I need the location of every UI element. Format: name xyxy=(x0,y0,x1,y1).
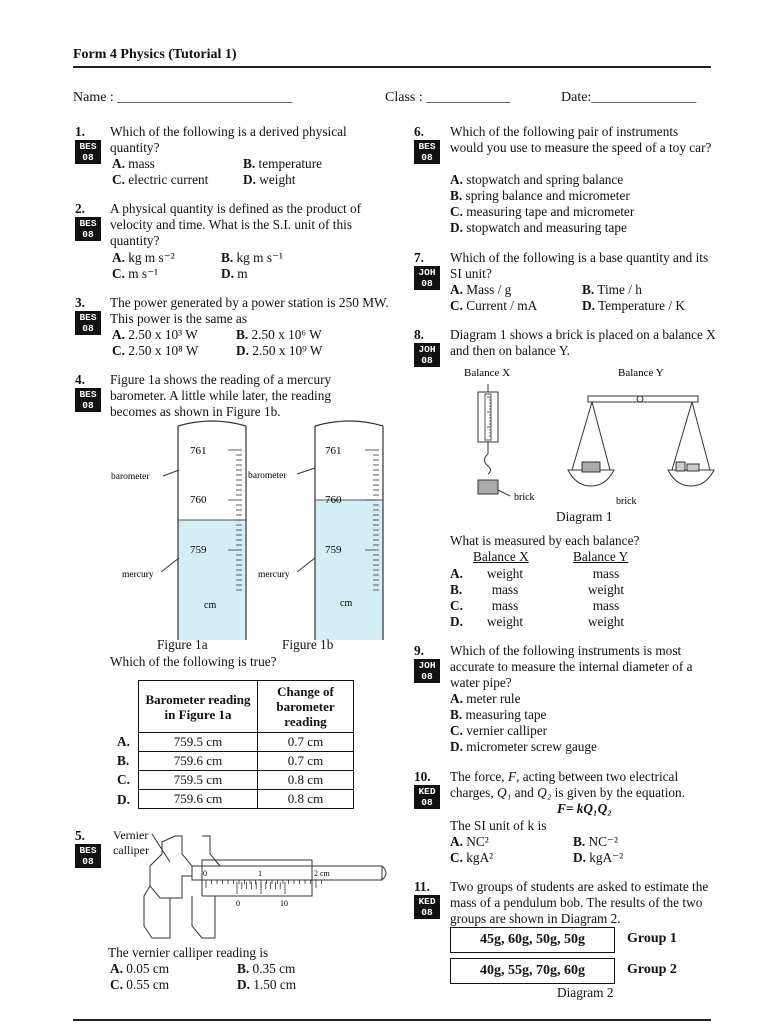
unit-question: The SI unit of k is xyxy=(450,818,547,833)
option-b[interactable]: B. temperature xyxy=(243,156,323,171)
vernier-label-0: 0 xyxy=(236,899,240,908)
table-question: What is measured by each balance? xyxy=(450,533,640,548)
tick-label-759: 759 xyxy=(190,544,207,556)
source-tag: JOH 08 xyxy=(414,343,440,367)
option-c[interactable]: C. vernier calliper xyxy=(450,723,548,738)
header-reading: Barometer reading in Figure 1a xyxy=(139,681,258,733)
question-number: 2. xyxy=(75,201,85,216)
question-number: 9. xyxy=(414,643,424,658)
option-d[interactable]: D. 1.50 cm xyxy=(237,977,297,992)
option-b[interactable]: B. 0.35 cm xyxy=(237,961,296,976)
question-stem: Which of the following pair of instruments would you use to measure the speed of a toy car? xyxy=(450,124,712,155)
question-stem: The force, F, acting between two electrical charges, Q₁ and Q₂ is given by the equation. xyxy=(450,769,686,800)
vernier-label: Vernier calliper xyxy=(113,828,149,857)
source-tag: JOH 08 xyxy=(414,659,440,683)
main-scale-label-2: 2 cm xyxy=(314,869,330,878)
question-number: 5. xyxy=(75,828,85,843)
spring-balance xyxy=(478,384,498,494)
question-stem: The power generated by a power station is 250 MW. This power is the same as xyxy=(110,295,389,326)
option-a[interactable]: A. meter rule xyxy=(450,691,521,706)
weight xyxy=(676,462,685,471)
group-2-values: 40g, 55g, 70g, 60g xyxy=(450,958,615,984)
diagram-caption: Diagram 1 xyxy=(556,509,613,524)
barometer-tube-1a xyxy=(111,421,246,640)
force-equation: F= kQ₁Q₂ xyxy=(557,801,612,816)
option-a[interactable]: A. 0.05 cm xyxy=(110,961,170,976)
option-c[interactable]: C. electric current xyxy=(112,172,209,187)
question-stem: Figure 1a shows the reading of a mercury barometer. A little while later, the reading becomes as shown in Figure 1b. xyxy=(110,372,332,419)
option-b[interactable]: B. kg m s⁻¹ xyxy=(221,250,283,265)
brick-label: brick xyxy=(514,492,535,503)
option-c[interactable]: C. 0.55 cm xyxy=(110,977,170,992)
question-stem: A physical quantity is defined as the product of velocity and time. What is the S.I. unit of this quantity? xyxy=(110,201,362,248)
table-row[interactable]: 759.6 cm 0.7 cm xyxy=(139,752,354,771)
question-stem: Diagram 1 shows a brick is placed on a balance X and then on balance Y. xyxy=(450,327,716,358)
group-1-label: Group 1 xyxy=(627,931,677,946)
option-b[interactable]: B. 2.50 x 10⁶ W xyxy=(236,327,322,342)
brick-label: brick xyxy=(616,496,637,507)
option-b[interactable]: B. spring balance and micrometer xyxy=(450,188,630,203)
option-d[interactable]: D. kgA⁻² xyxy=(573,850,624,865)
group-1-values: 45g, 60g, 50g, 50g xyxy=(450,927,615,953)
name-field[interactable]: Name : _________________________ xyxy=(73,90,293,105)
question-stem: Which of the following is a derived physical quantity? xyxy=(110,124,347,155)
worksheet-title: Form 4 Physics (Tutorial 1) xyxy=(73,47,237,62)
question-stem: Two groups of students are asked to estimate the mass of a pendulum bob. The results of the two groups are shown in Diagram 2. xyxy=(450,879,709,926)
option-c[interactable]: C. kgA² xyxy=(450,850,494,865)
barometer-tube-1b xyxy=(248,421,383,640)
option-d[interactable]: D. 2.50 x 10⁹ W xyxy=(236,343,323,358)
answer-table xyxy=(138,680,354,809)
row-label-c: C. xyxy=(117,772,130,787)
source-tag: BES 08 xyxy=(75,844,101,868)
table-row[interactable]: 759.6 cm 0.8 cm xyxy=(139,790,354,809)
tick-label-760: 760 xyxy=(325,494,342,506)
source-tag: BES 08 xyxy=(414,140,440,164)
option-b[interactable]: B. measuring tape xyxy=(450,707,547,722)
question-number: 4. xyxy=(75,372,85,387)
barometer-label: barometer xyxy=(111,472,150,482)
barometer-figures xyxy=(105,420,390,642)
tick-label-760: 760 xyxy=(190,494,207,506)
option-d[interactable]: D. stopwatch and measuring tape xyxy=(450,220,627,235)
balance-diagram xyxy=(440,362,720,510)
option-d[interactable]: D. Temperature / K xyxy=(582,298,685,313)
source-tag: BES 08 xyxy=(75,311,101,335)
table-row[interactable]: 759.5 cm 0.7 cm xyxy=(139,733,354,752)
figure-caption-1b: Figure 1b xyxy=(282,637,334,652)
option-d[interactable]: D. micrometer screw gauge xyxy=(450,739,597,754)
question-number: 6. xyxy=(414,124,424,139)
tick-label-761: 761 xyxy=(325,445,342,457)
mercury-label: mercury xyxy=(258,570,290,580)
question-stem: Which of the following instruments is most accurate to measure the internal diameter of a water pipe? xyxy=(450,643,693,690)
tick-label-761: 761 xyxy=(190,445,207,457)
option-b[interactable]: B. NC⁻² xyxy=(573,834,619,849)
footer-rule xyxy=(73,1019,711,1021)
option-c[interactable]: C. measuring tape and micrometer xyxy=(450,204,635,219)
column-header-x: Balance X xyxy=(473,549,529,564)
main-scale-label-0: 0 xyxy=(203,869,207,878)
table-question: Which of the following is true? xyxy=(110,654,277,669)
option-a[interactable]: A. stopwatch and spring balance xyxy=(450,172,624,187)
vernier-label-10: 10 xyxy=(280,899,288,908)
header-rule xyxy=(73,66,711,68)
option-c[interactable]: C. 2.50 x 10⁸ W xyxy=(112,343,199,358)
row-label-d: D. xyxy=(117,792,130,807)
source-tag: KED 08 xyxy=(414,895,440,919)
table-row[interactable]: 759.5 cm 0.8 cm xyxy=(139,771,354,790)
option-a[interactable]: A. mass xyxy=(112,156,155,171)
date-field[interactable]: Date:_______________ xyxy=(561,90,697,105)
option-a[interactable]: A. 2.50 x 10³ W xyxy=(112,327,198,342)
tick-label-759: 759 xyxy=(325,544,342,556)
source-tag: KED 08 xyxy=(414,785,440,809)
brick xyxy=(582,462,600,472)
source-tag: BES 08 xyxy=(75,217,101,241)
beam-balance xyxy=(568,396,714,486)
source-tag: JOH 08 xyxy=(414,266,440,290)
option-a[interactable]: A. NC² xyxy=(450,834,489,849)
vernier-calliper-figure xyxy=(140,826,390,944)
main-scale-label-1: 1 xyxy=(258,869,262,878)
mercury-column xyxy=(178,520,246,640)
header-change: Change of barometer reading xyxy=(258,681,354,733)
source-tag: BES 08 xyxy=(75,388,101,412)
option-b[interactable]: B. Time / h xyxy=(582,282,642,297)
question-stem: The vernier calliper reading is xyxy=(108,945,269,960)
question-number: 7. xyxy=(414,250,424,265)
balance-y-label: Balance Y xyxy=(618,367,664,379)
class-field[interactable]: Class : ____________ xyxy=(385,90,511,105)
option-a[interactable]: A. Mass / g xyxy=(450,282,512,297)
question-stem: Which of the following is a base quantity and its SI unit? xyxy=(450,250,709,281)
unit-label-cm: cm xyxy=(204,600,217,611)
barometer-label: barometer xyxy=(248,471,287,481)
balance-x-label: Balance X xyxy=(464,367,511,379)
column-header-y: Balance Y xyxy=(573,549,629,564)
unit-label-cm: cm xyxy=(340,598,353,609)
option-a[interactable]: A. kg m s⁻² xyxy=(112,250,175,265)
figure-caption-1a: Figure 1a xyxy=(157,637,208,652)
diagram-caption: Diagram 2 xyxy=(557,985,614,1000)
row-label-b: B. xyxy=(117,753,130,768)
option-c[interactable]: C. Current / mA xyxy=(450,298,538,313)
option-c[interactable]: C. m s⁻¹ xyxy=(112,266,159,281)
mercury-label: mercury xyxy=(122,570,154,580)
group-2-label: Group 2 xyxy=(627,962,677,977)
brick xyxy=(478,480,498,494)
question-number: 1. xyxy=(75,124,85,139)
question-number: 3. xyxy=(75,295,85,310)
question-number: 10. xyxy=(414,769,431,784)
question-number: 8. xyxy=(414,327,424,342)
row-label-a: A. xyxy=(117,734,130,749)
mercury-column xyxy=(315,500,383,640)
question-number: 11. xyxy=(414,879,430,894)
option-d[interactable]: D. weight xyxy=(243,172,296,187)
source-tag: BES 08 xyxy=(75,140,101,164)
weight xyxy=(687,464,699,471)
option-d[interactable]: D. m xyxy=(221,266,248,281)
